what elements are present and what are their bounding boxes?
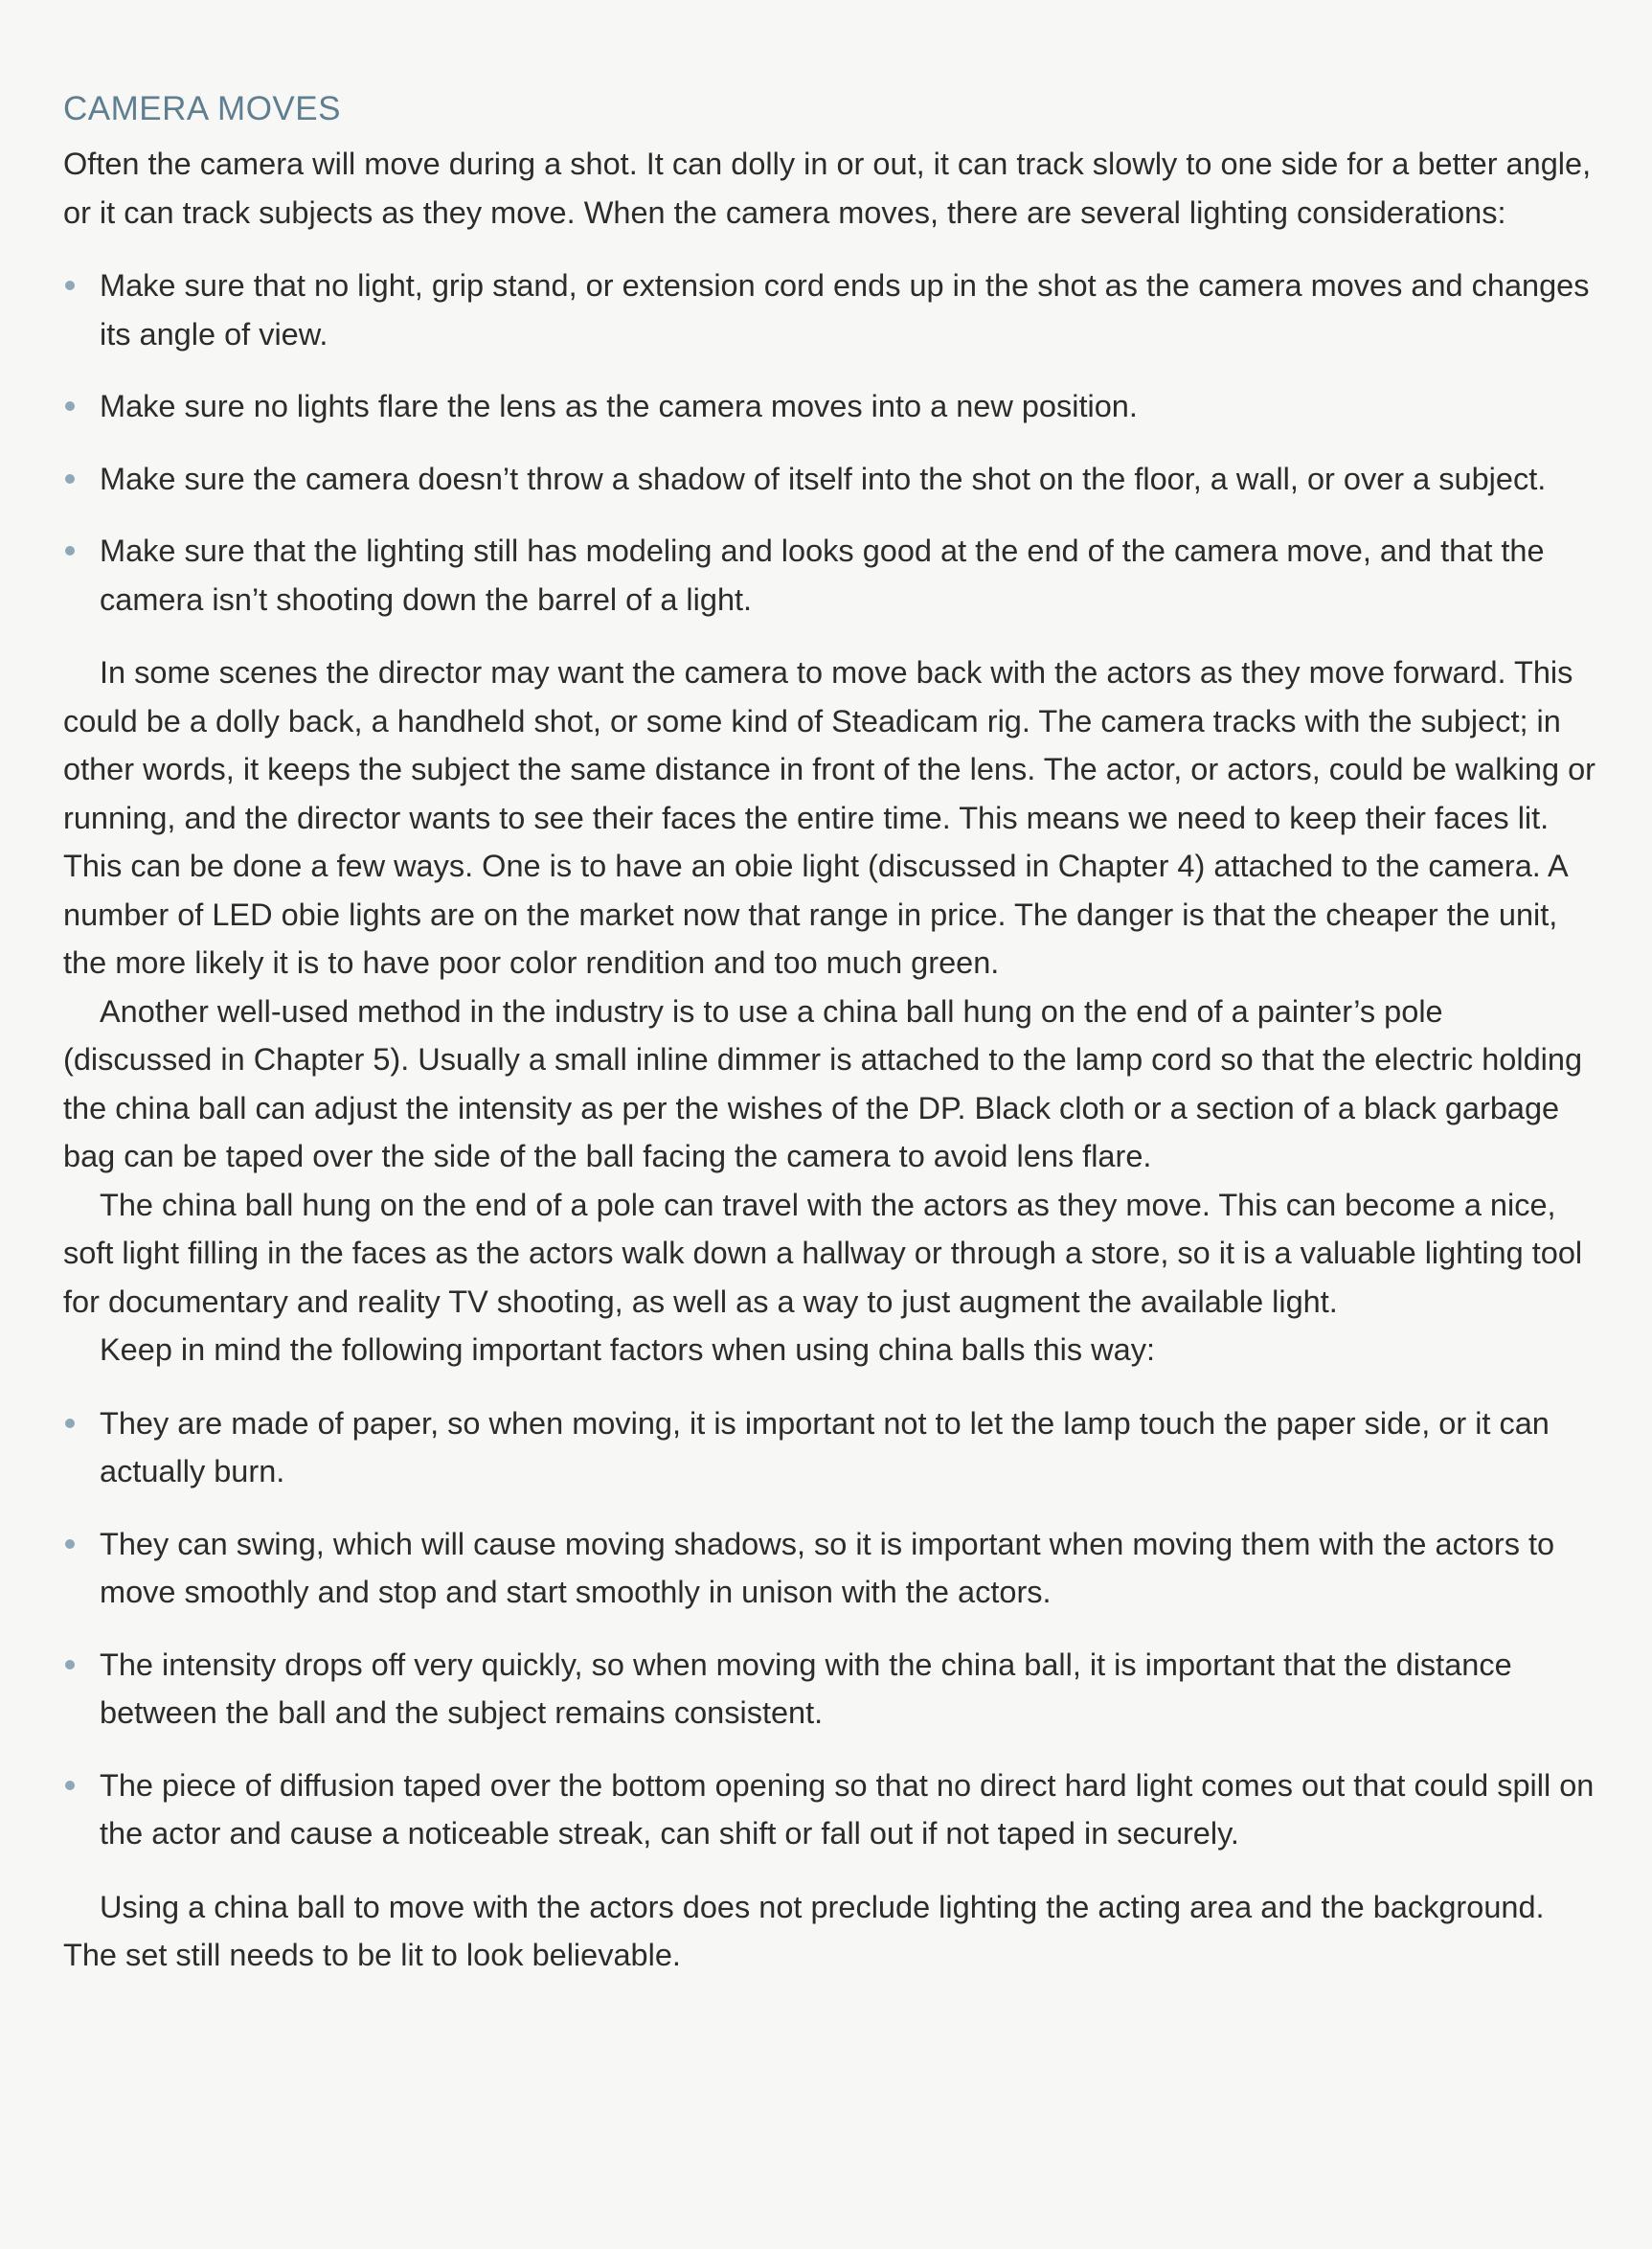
body-paragraph: The china ball hung on the end of a pole can travel with the actors as they move. This can become a nice, soft light filling in the faces as the actors walk down a hallway or through a store, so it is a valuable lighting tool for documentary and reality TV shooting, as well as a way to just augment the available light. (63, 1187, 1583, 1319)
intro-paragraph: Often the camera will move during a shot. It can dolly in or out, it can track slowly to one side for a better angle, or it can track subjects as they move. When the camera moves, there are several lighting considerations: (63, 147, 1592, 230)
list-item: Make sure no lights flare the lens as the camera moves into a new position. (63, 382, 1595, 431)
document-page (63, 90, 1595, 1980)
body-paragraph: Another well-used method in the industry is to use a china ball hung on the end of a painter’s pole (discussed in Chapter 5). Usually a small inline dimmer is attached to the lamp cord so that the electric holding the china ball can adjust the intensity as per the wishes of the DP. Black cloth or a section of a black garbage bag can be taped over the side of the ball facing the camera to avoid lens flare. (63, 993, 1583, 1173)
list-item: Make sure that the lighting still has modeling and looks good at the end of the camera move, and that the camera isn’t shooting down the barrel of a light. (63, 527, 1595, 624)
bullet-icon (65, 546, 75, 556)
bullet-icon (65, 401, 75, 411)
list-item: The piece of diffusion taped over the bottom opening so that no direct hard light comes out that could spill on the actor and cause a noticeable streak, can shift or fall out if not taped in securely. (63, 1761, 1595, 1858)
camera-move-considerations-list (63, 261, 1595, 624)
bullet-icon (65, 1539, 75, 1549)
body-paragraph: Keep in mind the following important factors when using china balls this way: (100, 1332, 1155, 1367)
section-heading: CAMERA MOVES (63, 90, 341, 127)
closing-paragraph: Using a china ball to move with the actors does not preclude lighting the acting area and the background. The set still needs to be lit to look believable. (63, 1889, 1545, 1972)
list-item: Make sure that no light, grip stand, or extension cord ends up in the shot as the camera moves and changes its angle of view. (63, 261, 1595, 358)
list-item: The intensity drops off very quickly, so when moving with the china ball, it is important that the distance between the ball and the subject remains consistent. (63, 1641, 1595, 1738)
list-item: They are made of paper, so when moving, it is important not to let the lamp touch the paper side, or it can actually burn. (63, 1399, 1595, 1496)
bullet-icon (65, 474, 75, 484)
body-paragraph: In some scenes the director may want the camera to move back with the actors as they move forward. This could be a dolly back, a handheld shot, or some kind of Steadicam rig. The camera tracks with the subject; in other words, it keeps the subject the same distance in front of the lens. The actor, or actors, could be walking or running, and the director wants to see their faces the entire time. This means we need to keep their faces lit. This can be done a few ways. One is to have an obie light (discussed in Chapter 4) attached to the camera. A number of LED obie lights are on the market now that range in price. The danger is that the cheaper the unit, the more likely it is to have poor color rendition and too much green. (63, 655, 1595, 980)
bullet-icon (65, 1781, 75, 1790)
list-item: They can swing, which will cause moving shadows, so it is important when moving them with the actors to move smoothly and stop and start smoothly in unison with the actors. (63, 1520, 1595, 1617)
list-item: Make sure the camera doesn’t throw a shadow of itself into the shot on the floor, a wall, or over a subject. (63, 455, 1595, 504)
bullet-icon (65, 1660, 75, 1670)
bullet-icon (65, 1419, 75, 1428)
china-ball-factors-list (63, 1399, 1595, 1858)
bullet-icon (65, 281, 75, 290)
